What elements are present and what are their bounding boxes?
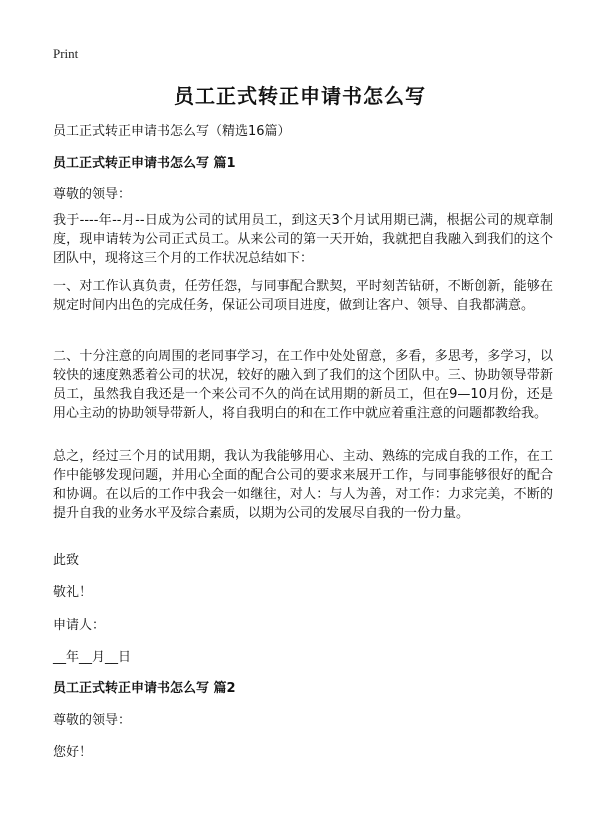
closing-line-2: 敬礼！	[53, 585, 93, 600]
section1-paragraph-3: 二、十分注意的向周围的老同事学习，在工作中处处留意，多看，多思考，多学习，以较快的速度熟悉着公司的状况，较好的融入到了我们的这个团队中。三、协助领导带新员工，虽然我自我还是一个来公司不久的尚在试用期的新员工，但在9—10月份，还是用心主动的协助领导带新人，将自我明白的和在工作中就应着重注意的问题都教给我。	[53, 349, 553, 421]
section1-paragraph-2: 一、对工作认真负责，任劳任怨，与同事配合默契，平时刻苦钻研，不断创新，能够在规定时间内出色的完成任务，保证公司项目进度，做到让客户、领导、自我都满意。	[53, 279, 553, 313]
closing-line-1: 此致	[53, 553, 80, 568]
document-subtitle: 员工正式转正申请书怎么写（精选16篇）	[53, 124, 291, 139]
section1-greeting: 尊敬的领导：	[53, 187, 132, 202]
section1-paragraph-4: 总之，经过三个月的试用期，我认为我能够用心、主动、熟练的完成自我的工作，在工作中能够发现问题，并用心全面的配合公司的要求来展开工作，与同事能够很好的配合和协调。在以后的工作中我会一如继往，对人：与人为善，对工作：力求完美，不断的提升自我的业务水平及综合素质，以期为公司的发展尽自我的一份力量。	[53, 449, 553, 521]
section2-heading: 员工正式转正申请书怎么写 篇2	[53, 681, 236, 696]
section1-paragraph-1: 我于----年--月--日成为公司的试用员工，到这天3个月试用期已满，根据公司的规章制度，现申请转为公司正式员工。从来公司的第一天开始，我就把自我融入到我们的这个团队中，现将这三个月的工作状况总结如下：	[53, 213, 553, 266]
applicant-line: 申请人：	[53, 618, 106, 633]
section2-hello: 您好！	[53, 745, 93, 760]
date-line: __年__月__日	[53, 650, 132, 665]
section1-heading: 员工正式转正申请书怎么写 篇1	[53, 156, 236, 171]
print-label[interactable]: Print	[53, 46, 79, 61]
document-title: 员工正式转正申请书怎么写	[174, 84, 426, 108]
section2-greeting: 尊敬的领导：	[53, 713, 132, 728]
